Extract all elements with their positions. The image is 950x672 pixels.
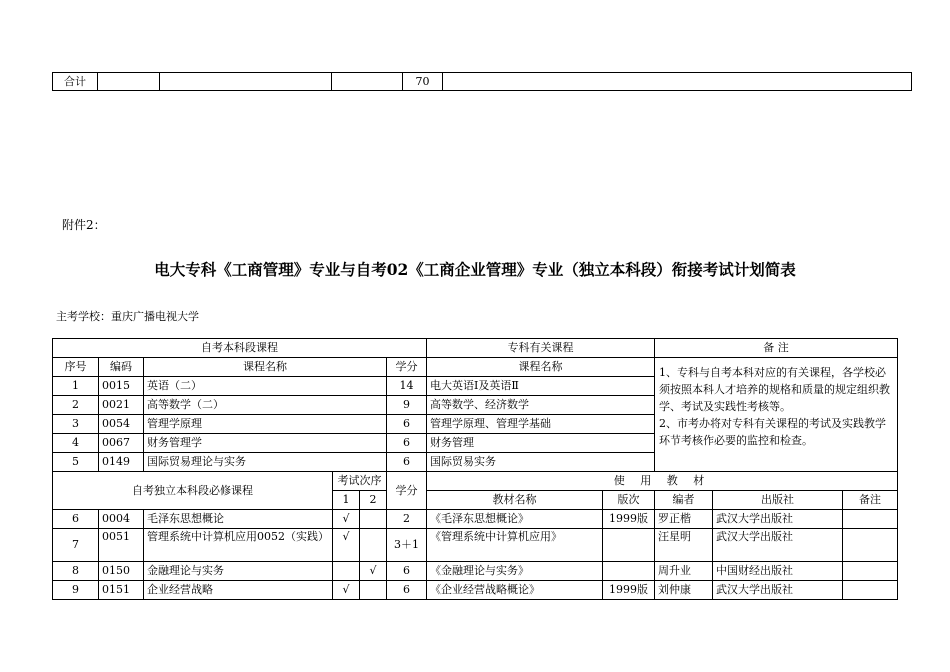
seq-cell: 9 (53, 581, 99, 600)
credits-cell: 3＋1 (387, 529, 427, 562)
seq-cell: 4 (53, 434, 99, 453)
related-course-cell: 管理学原理、管理学基础 (427, 415, 655, 434)
edition-cell: 1999版 (603, 510, 655, 529)
textbook-name-header: 教材名称 (427, 491, 603, 510)
seq-header: 序号 (53, 358, 99, 377)
plan-table (52, 338, 898, 600)
editor-cell: 汪星明 (655, 529, 713, 562)
publisher-cell: 武汉大学出版社 (713, 581, 843, 600)
attachment-label: 附件2： (62, 218, 106, 232)
related-course-cell: 国际贸易实务 (427, 453, 655, 472)
credits-cell: 6 (387, 581, 427, 600)
order2-mark (360, 581, 387, 600)
publisher-cell: 武汉大学出版社 (713, 529, 843, 562)
textbook-cell: 《企业经营战略概论》 (427, 581, 603, 600)
order2-mark (360, 529, 387, 562)
total-credits: 70 (403, 73, 443, 91)
edition-cell: 1999版 (603, 581, 655, 600)
textbook-cell: 《毛泽东思想概论》 (427, 510, 603, 529)
related-course-cell: 电大英语Ⅰ及英语Ⅱ (427, 377, 655, 396)
code-cell: 0054 (99, 415, 144, 434)
credits-cell: 2 (387, 510, 427, 529)
seq-cell: 8 (53, 562, 99, 581)
credits-cell: 6 (387, 415, 427, 434)
total-label: 合计 (53, 73, 98, 91)
seq-cell: 5 (53, 453, 99, 472)
order1-mark (333, 562, 360, 581)
textbooks-header: 使 用 教 材 (427, 472, 898, 491)
course-name-cell: 管理学原理 (144, 415, 387, 434)
code-cell: 0021 (99, 396, 144, 415)
textbook-cell: 《管理系统中计算机应用》 (427, 529, 603, 562)
seq-cell: 2 (53, 396, 99, 415)
textbook-cell: 《金融理论与实务》 (427, 562, 603, 581)
table-row (53, 529, 898, 562)
order2-mark (360, 510, 387, 529)
seq-cell: 3 (53, 415, 99, 434)
remarks-text: 1、专科与自考本科对应的有关课程，各学校必须按照本科人才培养的规格和质量的规定组织教学、考试及实践性考核等。 2、市考办将对专科有关课程的考试及实践教学环节考核作必要的监控和检查。 (655, 358, 898, 472)
code-cell: 0004 (99, 510, 144, 529)
edition-cell (603, 529, 655, 562)
note-cell (843, 529, 898, 562)
total-table (52, 72, 912, 91)
course-name-cell: 金融理论与实务 (144, 562, 333, 581)
course-name-cell: 管理系统中计算机应用0052（实践） (144, 529, 333, 562)
header-row-3 (53, 472, 898, 491)
seq-cell: 1 (53, 377, 99, 396)
related-course-cell: 财务管理 (427, 434, 655, 453)
editor-cell: 罗正楷 (655, 510, 713, 529)
exam-order-header: 考试次序 (333, 472, 387, 491)
code-cell: 0150 (99, 562, 144, 581)
editor-cell: 周升业 (655, 562, 713, 581)
code-cell: 0151 (99, 581, 144, 600)
credits-cell: 6 (387, 434, 427, 453)
code-header: 编码 (99, 358, 144, 377)
related-courses-header: 专科有关课程 (427, 339, 655, 358)
order1-header: 1 (333, 491, 360, 510)
credits-cell: 9 (387, 396, 427, 415)
note-cell (843, 562, 898, 581)
editor-header: 编者 (655, 491, 713, 510)
order2-header: 2 (360, 491, 387, 510)
total-row (53, 73, 912, 91)
course-name-cell: 企业经营战略 (144, 581, 333, 600)
order1-mark: √ (333, 581, 360, 600)
course-name-header: 课程名称 (144, 358, 387, 377)
order2-mark: √ (360, 562, 387, 581)
required-section-header: 自考独立本科段必修课程 (53, 472, 333, 510)
related-course-name-header: 课程名称 (427, 358, 655, 377)
remarks-header: 备 注 (655, 339, 898, 358)
order1-mark: √ (333, 510, 360, 529)
credits-header-2: 学分 (387, 472, 427, 510)
self-exam-courses-header: 自考本科段课程 (53, 339, 427, 358)
edition-header: 版次 (603, 491, 655, 510)
edition-cell (603, 562, 655, 581)
publisher-cell: 中国财经出版社 (713, 562, 843, 581)
order1-mark: √ (333, 529, 360, 562)
course-name-cell: 财务管理学 (144, 434, 387, 453)
table-row (53, 510, 898, 529)
credits-cell: 6 (387, 562, 427, 581)
code-cell: 0149 (99, 453, 144, 472)
document-title: 电大专科《工商管理》专业与自考02《工商企业管理》专业（独立本科段）衔接考试计划简表 (154, 260, 796, 279)
seq-cell: 6 (53, 510, 99, 529)
editor-cell: 刘仲康 (655, 581, 713, 600)
header-row-1 (53, 339, 898, 358)
credits-header: 学分 (387, 358, 427, 377)
credits-cell: 14 (387, 377, 427, 396)
note-header: 备注 (843, 491, 898, 510)
publisher-header: 出版社 (713, 491, 843, 510)
code-cell: 0051 (99, 529, 144, 562)
publisher-cell: 武汉大学出版社 (713, 510, 843, 529)
header-row-2 (53, 358, 898, 377)
code-cell: 0067 (99, 434, 144, 453)
course-name-cell: 高等数学（二） (144, 396, 387, 415)
table-row (53, 562, 898, 581)
code-cell: 0015 (99, 377, 144, 396)
note-cell (843, 581, 898, 600)
course-name-cell: 毛泽东思想概论 (144, 510, 333, 529)
table-row (53, 581, 898, 600)
related-course-cell: 高等数学、经济数学 (427, 396, 655, 415)
note-cell (843, 510, 898, 529)
course-name-cell: 英语（二） (144, 377, 387, 396)
seq-cell: 7 (53, 529, 99, 562)
credits-cell: 6 (387, 453, 427, 472)
exam-school: 主考学校：重庆广播电视大学 (56, 310, 199, 323)
course-name-cell: 国际贸易理论与实务 (144, 453, 387, 472)
